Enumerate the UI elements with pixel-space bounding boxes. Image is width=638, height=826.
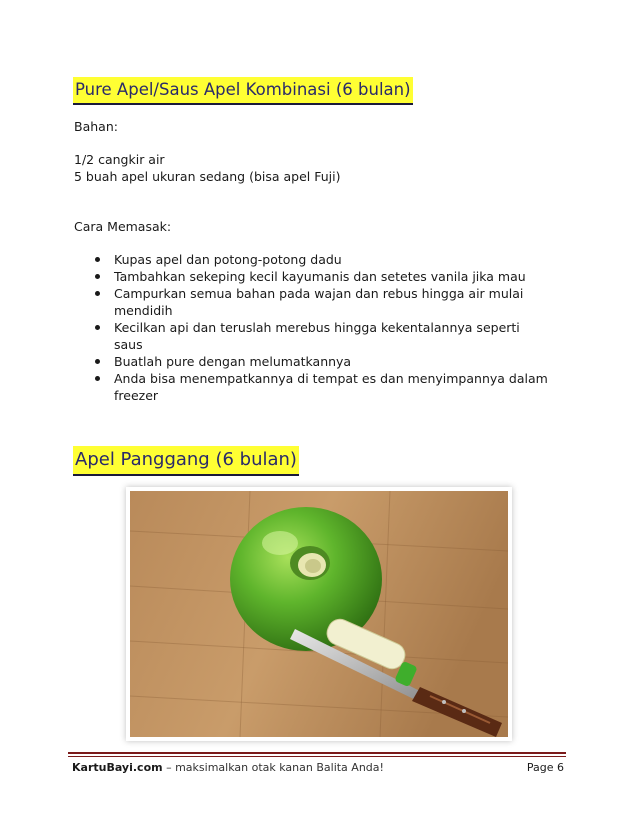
recipe-title-baked-apple: Apel Panggang (6 bulan) — [73, 446, 299, 476]
list-item: Campurkan semua bahan pada wajan dan rebus hingga air mulai mendidih — [74, 285, 574, 319]
apple-corer-illustration — [130, 491, 508, 737]
ingredients-label: Bahan: — [74, 119, 118, 134]
recipe-title-applesauce: Pure Apel/Saus Apel Kombinasi (6 bulan) — [73, 77, 413, 105]
method-label: Cara Memasak: — [74, 219, 172, 234]
list-item: Buatlah pure dengan melumatkannya — [74, 353, 574, 370]
footer-rule — [68, 752, 566, 754]
page-number: Page 6 — [526, 761, 564, 774]
apple-photo — [126, 487, 512, 741]
list-item: Anda bisa menempatkannya di tempat es dan menyimpannya dalam freezer — [74, 370, 574, 404]
list-item: Kupas apel dan potong-potong dadu — [74, 251, 574, 268]
footer-rule — [68, 756, 566, 757]
ingredient-item: 5 buah apel ukuran sedang (bisa apel Fuji) — [74, 169, 341, 184]
footer-tagline: – maksimalkan otak kanan Balita Anda! — [162, 761, 384, 774]
footer-brand — [72, 761, 384, 775]
ingredient-item: 1/2 cangkir air — [74, 152, 165, 167]
footer-site: KartuBayi.com — [72, 761, 163, 774]
list-item: Kecilkan api dan teruslah merebus hingga kekentalannya seperti saus — [74, 319, 574, 353]
list-item: Tambahkan sekeping kecil kayumanis dan setetes vanila jika mau — [74, 268, 574, 285]
method-steps-list — [74, 251, 574, 404]
